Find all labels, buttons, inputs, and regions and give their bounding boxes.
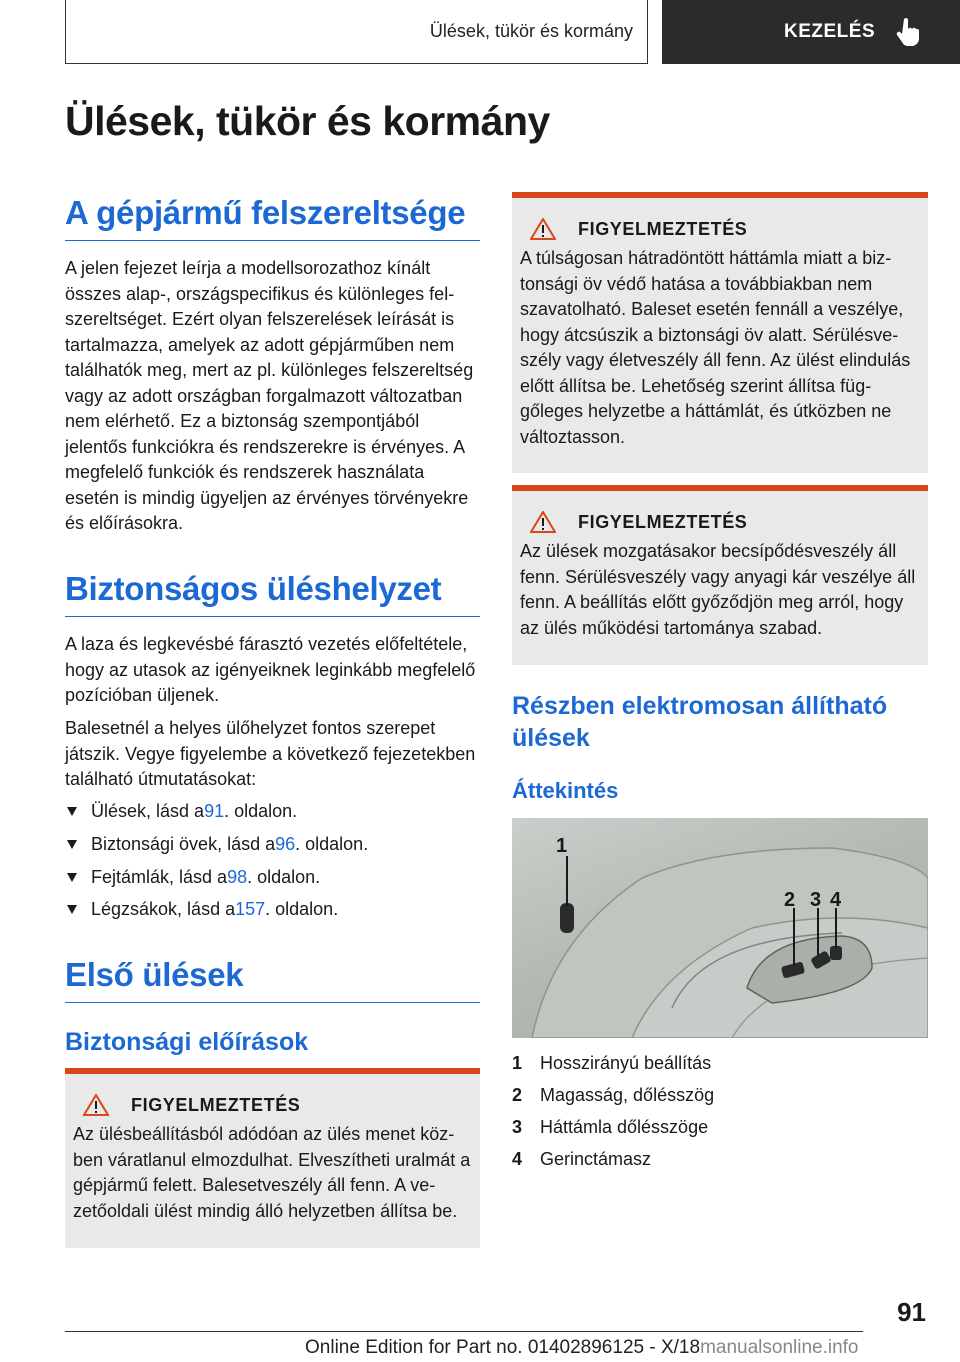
warning-triangle-icon bbox=[83, 1094, 109, 1116]
legend-item: 4 Gerinctámasz bbox=[512, 1149, 652, 1169]
heading-equipment: A gépjármű felszereltsége bbox=[65, 194, 480, 241]
legend-item: 3 Háttámla dőlésszöge bbox=[512, 1117, 709, 1137]
footer-divider bbox=[65, 1331, 863, 1332]
page-link[interactable]: 96 bbox=[275, 834, 296, 854]
heading-electric-seats: Részben elektromosan állítható ülések bbox=[512, 692, 888, 752]
list-item: Légzsákok, lásd a 157 . oldalon. bbox=[65, 897, 338, 922]
warning-title: FIGYELMEZTETÉS bbox=[578, 511, 748, 532]
legend-item: 1 Hosszirányú beállítás bbox=[512, 1053, 712, 1073]
bullet-triangle-icon bbox=[67, 873, 77, 882]
list-item: Fejtámlák, lásd a 98 . oldalon. bbox=[65, 865, 320, 890]
figure-label: 1 bbox=[556, 835, 568, 857]
page-title: Ülések, tükör és kormány bbox=[65, 98, 550, 144]
bullet-triangle-icon bbox=[67, 905, 77, 914]
warning-title: FIGYELMEZTETÉS bbox=[578, 218, 748, 239]
warning-triangle-icon bbox=[530, 218, 556, 240]
page-link[interactable]: 157 bbox=[235, 899, 266, 919]
warning-body: A túlságosan hátradöntött háttámla miatt a biztonsági öv védő hatása a továbbiakban nem szavatolható. Baleset esetén fennáll a veszélye, hogy átcsúszik a biztonsági öv alatt. Sérülésveszély vagy életveszély áll fenn. Az ülést elindulás előtt állítsa be. Lehetőség szerint állítsa függőleges helyzetbe a háttámlát, és útközben ne változtasson. bbox=[520, 248, 911, 447]
edition-line: Online Edition for Part no. 01402896125 - X/18manualsonline.info bbox=[305, 1337, 859, 1358]
section-header bbox=[65, 0, 648, 64]
legend-item: 2 Magasság, dőlésszög bbox=[512, 1085, 715, 1105]
chapter-label: KEZELÉS bbox=[784, 21, 876, 42]
warning-header bbox=[530, 511, 920, 533]
seat-controls-figure bbox=[512, 818, 928, 1038]
section-header-title: Ülések, tükör és kormány bbox=[429, 21, 633, 41]
warning-title: FIGYELMEZTETÉS bbox=[131, 1094, 301, 1115]
warning-body: Az ülésbeállításból adódóan az ülés menet közben váratlanul elmozdulhat. Elveszítheti uralmát a gépjármű felett. Balesetveszély áll fenn. A vezetőoldali ülést mindig álló helyzetben állítsa be. bbox=[73, 1124, 471, 1221]
list-item: Biztonsági övek, lásd a 96 . oldalon. bbox=[65, 832, 368, 857]
figure-label: 2 bbox=[784, 889, 796, 911]
warning-box bbox=[65, 1068, 480, 1248]
warning-header bbox=[83, 1094, 472, 1116]
warning-triangle-icon bbox=[530, 511, 556, 533]
heading-overview: Áttekintés bbox=[512, 778, 619, 803]
warning-box bbox=[512, 192, 928, 473]
figure-label: 4 bbox=[830, 889, 842, 911]
list-item: Ülések, lásd a 91 . oldalon. bbox=[65, 799, 297, 824]
warning-header bbox=[530, 218, 920, 240]
page-link[interactable]: 91 bbox=[204, 801, 225, 821]
heading-front-seats: Első ülések bbox=[65, 956, 480, 1003]
seat-illustration bbox=[512, 818, 928, 1038]
bullet-triangle-icon bbox=[67, 807, 77, 816]
heading-safe-position: Biztonságos üléshelyzet bbox=[65, 570, 480, 617]
warning-box bbox=[512, 485, 928, 665]
hand-pointer-icon bbox=[895, 17, 921, 47]
paragraph-equipment: A jelen fejezet leírja a modellsorozathoz kínált összes alap-, országspecifikus és különleges felszereltséget. Ezért olyan felszerelések leírását is tartalmazza, amelyek az adott gépjárműben nem találhatók meg, mert az pl. különleges felszereltség vagy az adott országban forgalmazott változatban nem elérhető. Ez a biztonság szempontjából jelentős funkciókra és rendszerekre is érvényes. A megfelelő funkciók és rendszerek használata esetén is mindig ügyeljen az érvényes törvényekre és előírásokra. bbox=[65, 258, 474, 533]
chapter-tab[interactable] bbox=[662, 0, 960, 64]
figure-label: 3 bbox=[810, 889, 822, 911]
bullet-triangle-icon bbox=[67, 840, 77, 849]
paragraph-safe-1: A laza és legkevésbé fárasztó vezetés előfeltétele, hogy az utasok az igényeiknek leginkább megfelelő pozícióban üljenek. bbox=[65, 634, 476, 705]
page-number: 91 bbox=[897, 1297, 926, 1327]
warning-body: Az ülések mozgatásakor becsípődésveszély áll fenn. Sérülésveszély vagy anyagi kár veszélye áll fenn. A beállítás előtt győződjön meg arról, hogy az ülés működési tartománya szabad. bbox=[520, 541, 916, 638]
heading-safety-rules: Biztonsági előírások bbox=[65, 1028, 309, 1056]
paragraph-safe-2: Balesetnél a helyes ülőhelyzet fontos szerepet játszik. Vegye figyelembe a következő fejezetekben található útmutatásokat: bbox=[65, 718, 476, 789]
page-link[interactable]: 98 bbox=[227, 867, 248, 887]
watermark: manualsonline.info bbox=[700, 1337, 859, 1358]
